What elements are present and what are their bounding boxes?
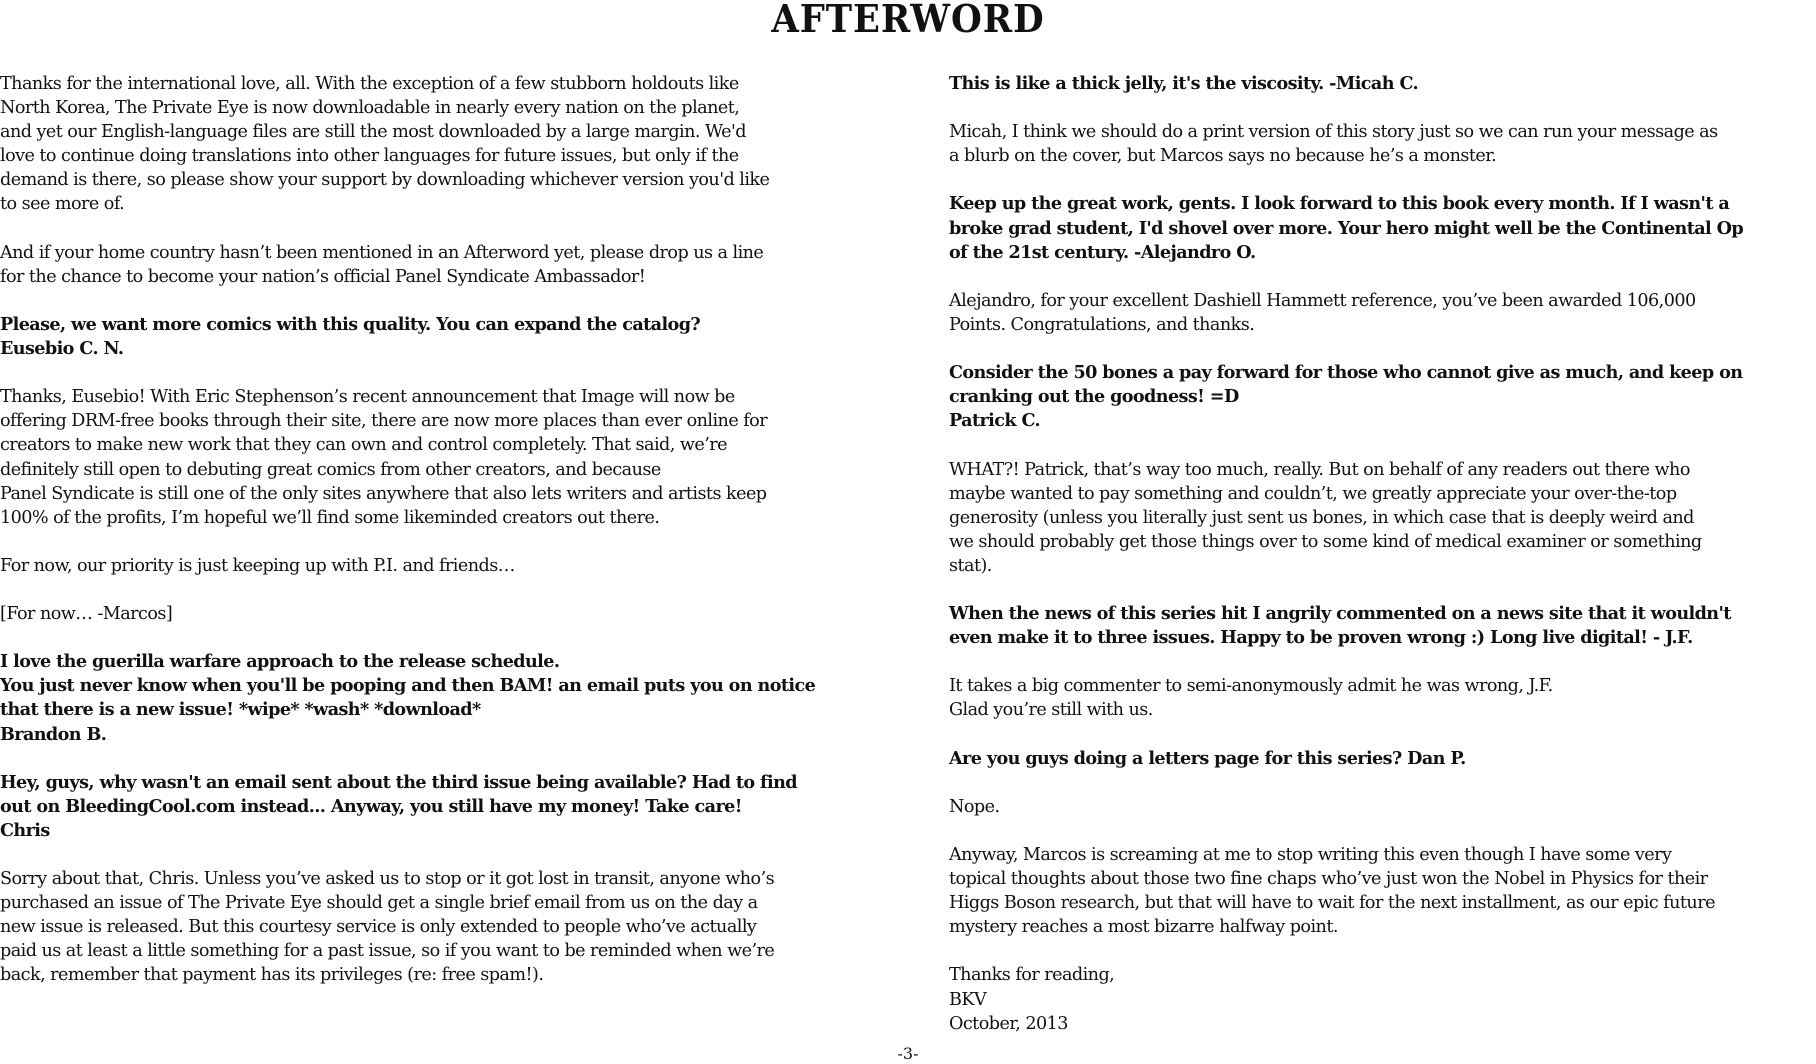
text-line: Sorry about that, Chris. Unless you’ve asked us to stop or it got lost in transit, anyone who’s — [0, 869, 775, 890]
text-line: of the 21st century. -Alejandro O. — [949, 241, 1256, 263]
text-line: broke grad student, I'd shovel over more. Your hero might well be the Continental Op — [949, 217, 1744, 239]
text-line: Thanks for the international love, all. With the exception of a few stubborn holdouts like — [0, 74, 739, 94]
left-reader-letter — [0, 771, 880, 843]
left-column — [0, 72, 880, 1012]
text-line: This is like a thick jelly, it's the viscosity. -Micah C. — [949, 73, 1419, 94]
right-editor-reply — [949, 843, 1815, 939]
text-line: purchased an issue of The Private Eye should get a single brief email from us on the day a — [0, 893, 758, 914]
text-line: Thanks, Eusebio! With Eric Stephenson’s recent announcement that Image will now be — [0, 387, 735, 408]
text-line: creators to make new work that they can own and control completely. That said, we’re — [0, 435, 727, 456]
right-editor-reply — [949, 795, 1815, 819]
text-line: offering DRM-free books through their site, there are now more places than ever online for — [0, 411, 768, 432]
text-line: back, remember that payment has its privileges (re: free spam!). — [0, 965, 544, 986]
text-line: Patrick C. — [949, 410, 1041, 432]
right-editor-reply — [949, 674, 1815, 722]
right-editor-reply — [949, 458, 1815, 578]
text-line: It takes a big commenter to semi-anonymously admit he was wrong, J.F. — [949, 676, 1553, 697]
right-reader-letter — [949, 72, 1815, 96]
page-title: AFTERWORD — [771, 0, 1045, 41]
text-line: Anyway, Marcos is screaming at me to stop writing this even though I have some very — [949, 845, 1672, 865]
right-reader-letter — [949, 192, 1815, 264]
text-line: paid us at least a little something for a past issue, so if you want to be reminded when we’re — [0, 941, 775, 962]
text-line: You just never know when you'll be pooping and then BAM! an email puts you on notice — [0, 675, 816, 697]
text-line: Keep up the great work, gents. I look forward to this book every month. If I wasn't a — [949, 193, 1730, 215]
text-line: North Korea, The Private Eye is now downloadable in nearly every nation on the planet, — [0, 98, 740, 119]
text-line: 100% of the profits, I’m hopeful we’ll find some likeminded creators out there. — [0, 507, 660, 528]
right-editor-reply — [949, 963, 1815, 1035]
text-line: Eusebio C. N. — [0, 338, 124, 360]
text-line: Chris — [0, 819, 50, 841]
text-line: For now, our priority is just keeping up with P.I. and friends… — [0, 555, 515, 576]
text-line: Please, we want more comics with this quality. You can expand the catalog? — [0, 313, 701, 335]
text-line: Points. Congratulations, and thanks. — [949, 314, 1255, 335]
text-line: a blurb on the cover, but Marcos says no because he’s a monster. — [949, 146, 1497, 167]
text-line: generosity (unless you literally just sent us bones, in which case that is deeply weird and — [949, 507, 1694, 528]
text-line: Hey, guys, why wasn't an email sent about the third issue being available? Had to find — [0, 771, 798, 793]
text-line: Panel Syndicate is still one of the only sites anywhere that also lets writers and artists keep — [0, 483, 767, 504]
text-line: mystery reaches a most bizarre halfway point. — [949, 917, 1338, 938]
right-reader-letter — [949, 602, 1815, 650]
left-editor-reply — [0, 602, 880, 626]
page-number: -3- — [897, 1044, 919, 1063]
text-line: that there is a new issue! *wipe* *wash* *download* — [0, 699, 481, 721]
text-line: Brandon B. — [0, 723, 107, 745]
text-line: definitely still open to debuting great comics from other creators, and because — [0, 459, 661, 480]
text-line: maybe wanted to pay something and couldn’t, we greatly appreciate your over-the-top — [949, 483, 1677, 504]
text-line: love to continue doing translations into other languages for future issues, but only if the — [0, 146, 739, 167]
text-line: even make it to three issues. Happy to be proven wrong :) Long live digital! - J.F. — [949, 627, 1693, 649]
text-line: out on BleedingCool.com instead... Anyway, you still have my money! Take care! — [0, 795, 742, 817]
left-editor-reply — [0, 241, 880, 289]
text-line: Thanks for reading, — [949, 965, 1115, 986]
text-line: Higgs Boson research, but that will have to wait for the next installment, as our epic future — [949, 893, 1715, 914]
left-editor-reply — [0, 554, 880, 578]
text-line: BKV — [949, 989, 987, 1010]
right-reader-letter — [949, 747, 1815, 771]
text-line: topical thoughts about those two fine chaps who’ve just won the Nobel in Physics for their — [949, 869, 1708, 890]
text-line: cranking out the goodness! =D — [949, 386, 1239, 408]
left-editor-reply — [0, 72, 880, 217]
right-column — [949, 72, 1815, 1060]
left-editor-reply — [0, 867, 880, 987]
text-line: I love the guerilla warfare approach to the release schedule. — [0, 651, 560, 673]
text-line: Micah, I think we should do a print version of this story just so we can run your message as — [949, 122, 1718, 143]
text-line: Consider the 50 bones a pay forward for those who cannot give as much, and keep on — [949, 362, 1743, 384]
text-line: Alejandro, for your excellent Dashiell Hammett reference, you’ve been awarded 106,000 — [949, 290, 1696, 311]
right-editor-reply — [949, 289, 1815, 337]
left-editor-reply — [0, 385, 880, 530]
text-line: and yet our English-language files are still the most downloaded by a large margin. We'd — [0, 122, 746, 143]
text-line: When the news of this series hit I angrily commented on a news site that it wouldn't — [949, 603, 1731, 625]
text-line: Glad you’re still with us. — [949, 700, 1153, 721]
text-line: Nope. — [949, 796, 1000, 817]
text-line: stat). — [949, 555, 992, 576]
text-line: Are you guys doing a letters page for this series? Dan P. — [949, 747, 1466, 769]
text-line: [For now… -Marcos] — [0, 604, 173, 625]
text-line: for the chance to become your nation’s official Panel Syndicate Ambassador! — [0, 266, 646, 287]
text-line: new issue is released. But this courtesy service is only extended to people who’ve actually — [0, 917, 757, 938]
text-line: And if your home country hasn’t been mentioned in an Afterword yet, please drop us a line — [0, 242, 764, 263]
left-reader-letter — [0, 313, 880, 361]
text-line: demand is there, so please show your support by downloading whichever version you'd like — [0, 170, 770, 191]
right-editor-reply — [949, 120, 1815, 168]
left-reader-letter — [0, 650, 880, 746]
text-line: we should probably get those things over to some kind of medical examiner or something — [949, 531, 1702, 552]
right-reader-letter — [949, 361, 1815, 433]
text-line: WHAT?! Patrick, that’s way too much, really. But on behalf of any readers out there who — [949, 459, 1690, 480]
text-line: October, 2013 — [949, 1013, 1068, 1034]
text-line: to see more of. — [0, 194, 125, 215]
